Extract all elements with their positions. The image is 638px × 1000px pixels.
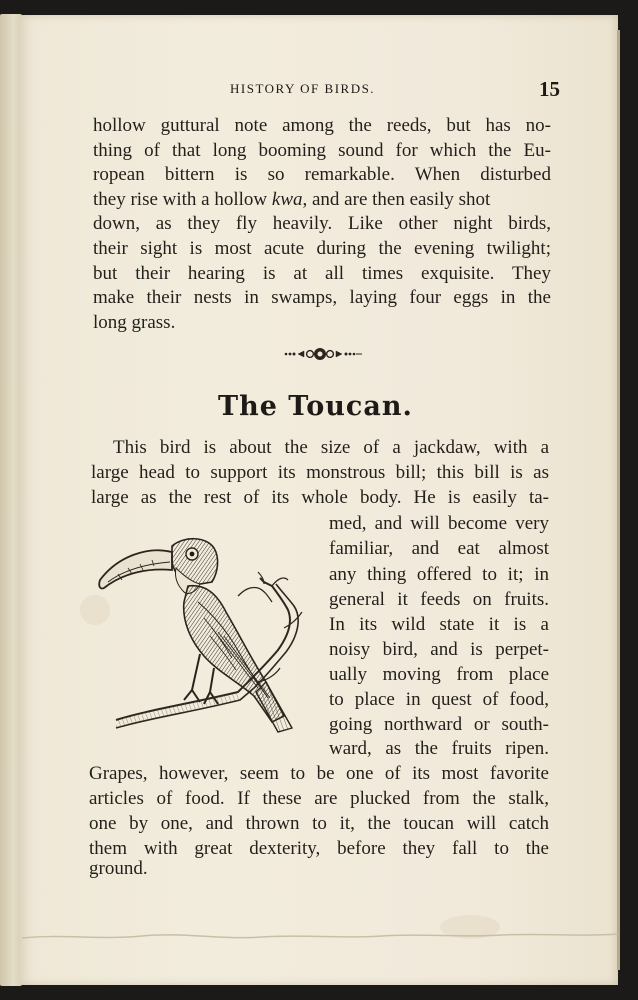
text-line: down, as they fly heavily. Like other night birds, (93, 213, 551, 234)
text-line: ground. (89, 858, 148, 879)
toucan-engraving-icon (88, 532, 316, 744)
text-line: going northward or south- (329, 714, 549, 735)
italic-word: kwa (271, 189, 303, 210)
text-line: This bird is about the size of a jackdaw, with a (113, 437, 549, 458)
section-heading: The Toucan. (218, 391, 413, 422)
text-line: large as the rest of its whole body. He is easily ta- (91, 487, 549, 508)
text-line: to place in quest of food, (329, 689, 549, 710)
text-line: med, and will become very (329, 513, 549, 534)
text-line: ually moving from place (329, 664, 549, 685)
text-line (93, 188, 551, 212)
text-line: articles of food. If these are plucked from the stalk, (89, 788, 549, 809)
ornament-divider-icon (280, 347, 370, 361)
text-line: long grass. (93, 312, 176, 333)
page-number: 15 (539, 77, 560, 101)
text-line: one by one, and thrown to it, the toucan will catch (89, 813, 549, 834)
text-line: noisy bird, and is perpet- (329, 639, 549, 660)
text-line: In its wild state it is a (329, 614, 549, 635)
text-line: thing of that long booming sound for which the Eu- (93, 140, 551, 161)
text-line: ropean bittern is so remarkable. When disturbed (93, 164, 551, 185)
torn-paper-edge (22, 926, 618, 946)
running-head: HISTORY OF BIRDS. (230, 81, 376, 96)
text-line: Grapes, however, seem to be one of its most favorite (89, 763, 549, 784)
text-line: hollow guttural note among the reeds, but has no- (93, 115, 551, 136)
text-line: general it feeds on fruits. (329, 589, 549, 610)
page-header (230, 77, 560, 101)
text-line: large head to support its monstrous bill; this bill is as (91, 462, 549, 483)
previous-page-edge (0, 14, 22, 986)
text-line: any thing offered to it; in (329, 564, 549, 585)
text-line: their sight is most acute during the evening twilight; (93, 238, 551, 259)
text-line: them with great dexterity, before they fall to the (89, 838, 549, 859)
page-edge (617, 30, 620, 970)
text-line: ward, as the fruits ripen. (329, 738, 549, 759)
text-line: make their nests in swamps, laying four eggs in the (93, 287, 551, 308)
text-line: familiar, and eat almost (329, 538, 549, 559)
text-segment: , and are then easily shot (302, 189, 491, 210)
text-segment: they rise with a hollow (93, 189, 272, 210)
text-line: but their hearing is at all times exquisite. They (93, 263, 551, 284)
